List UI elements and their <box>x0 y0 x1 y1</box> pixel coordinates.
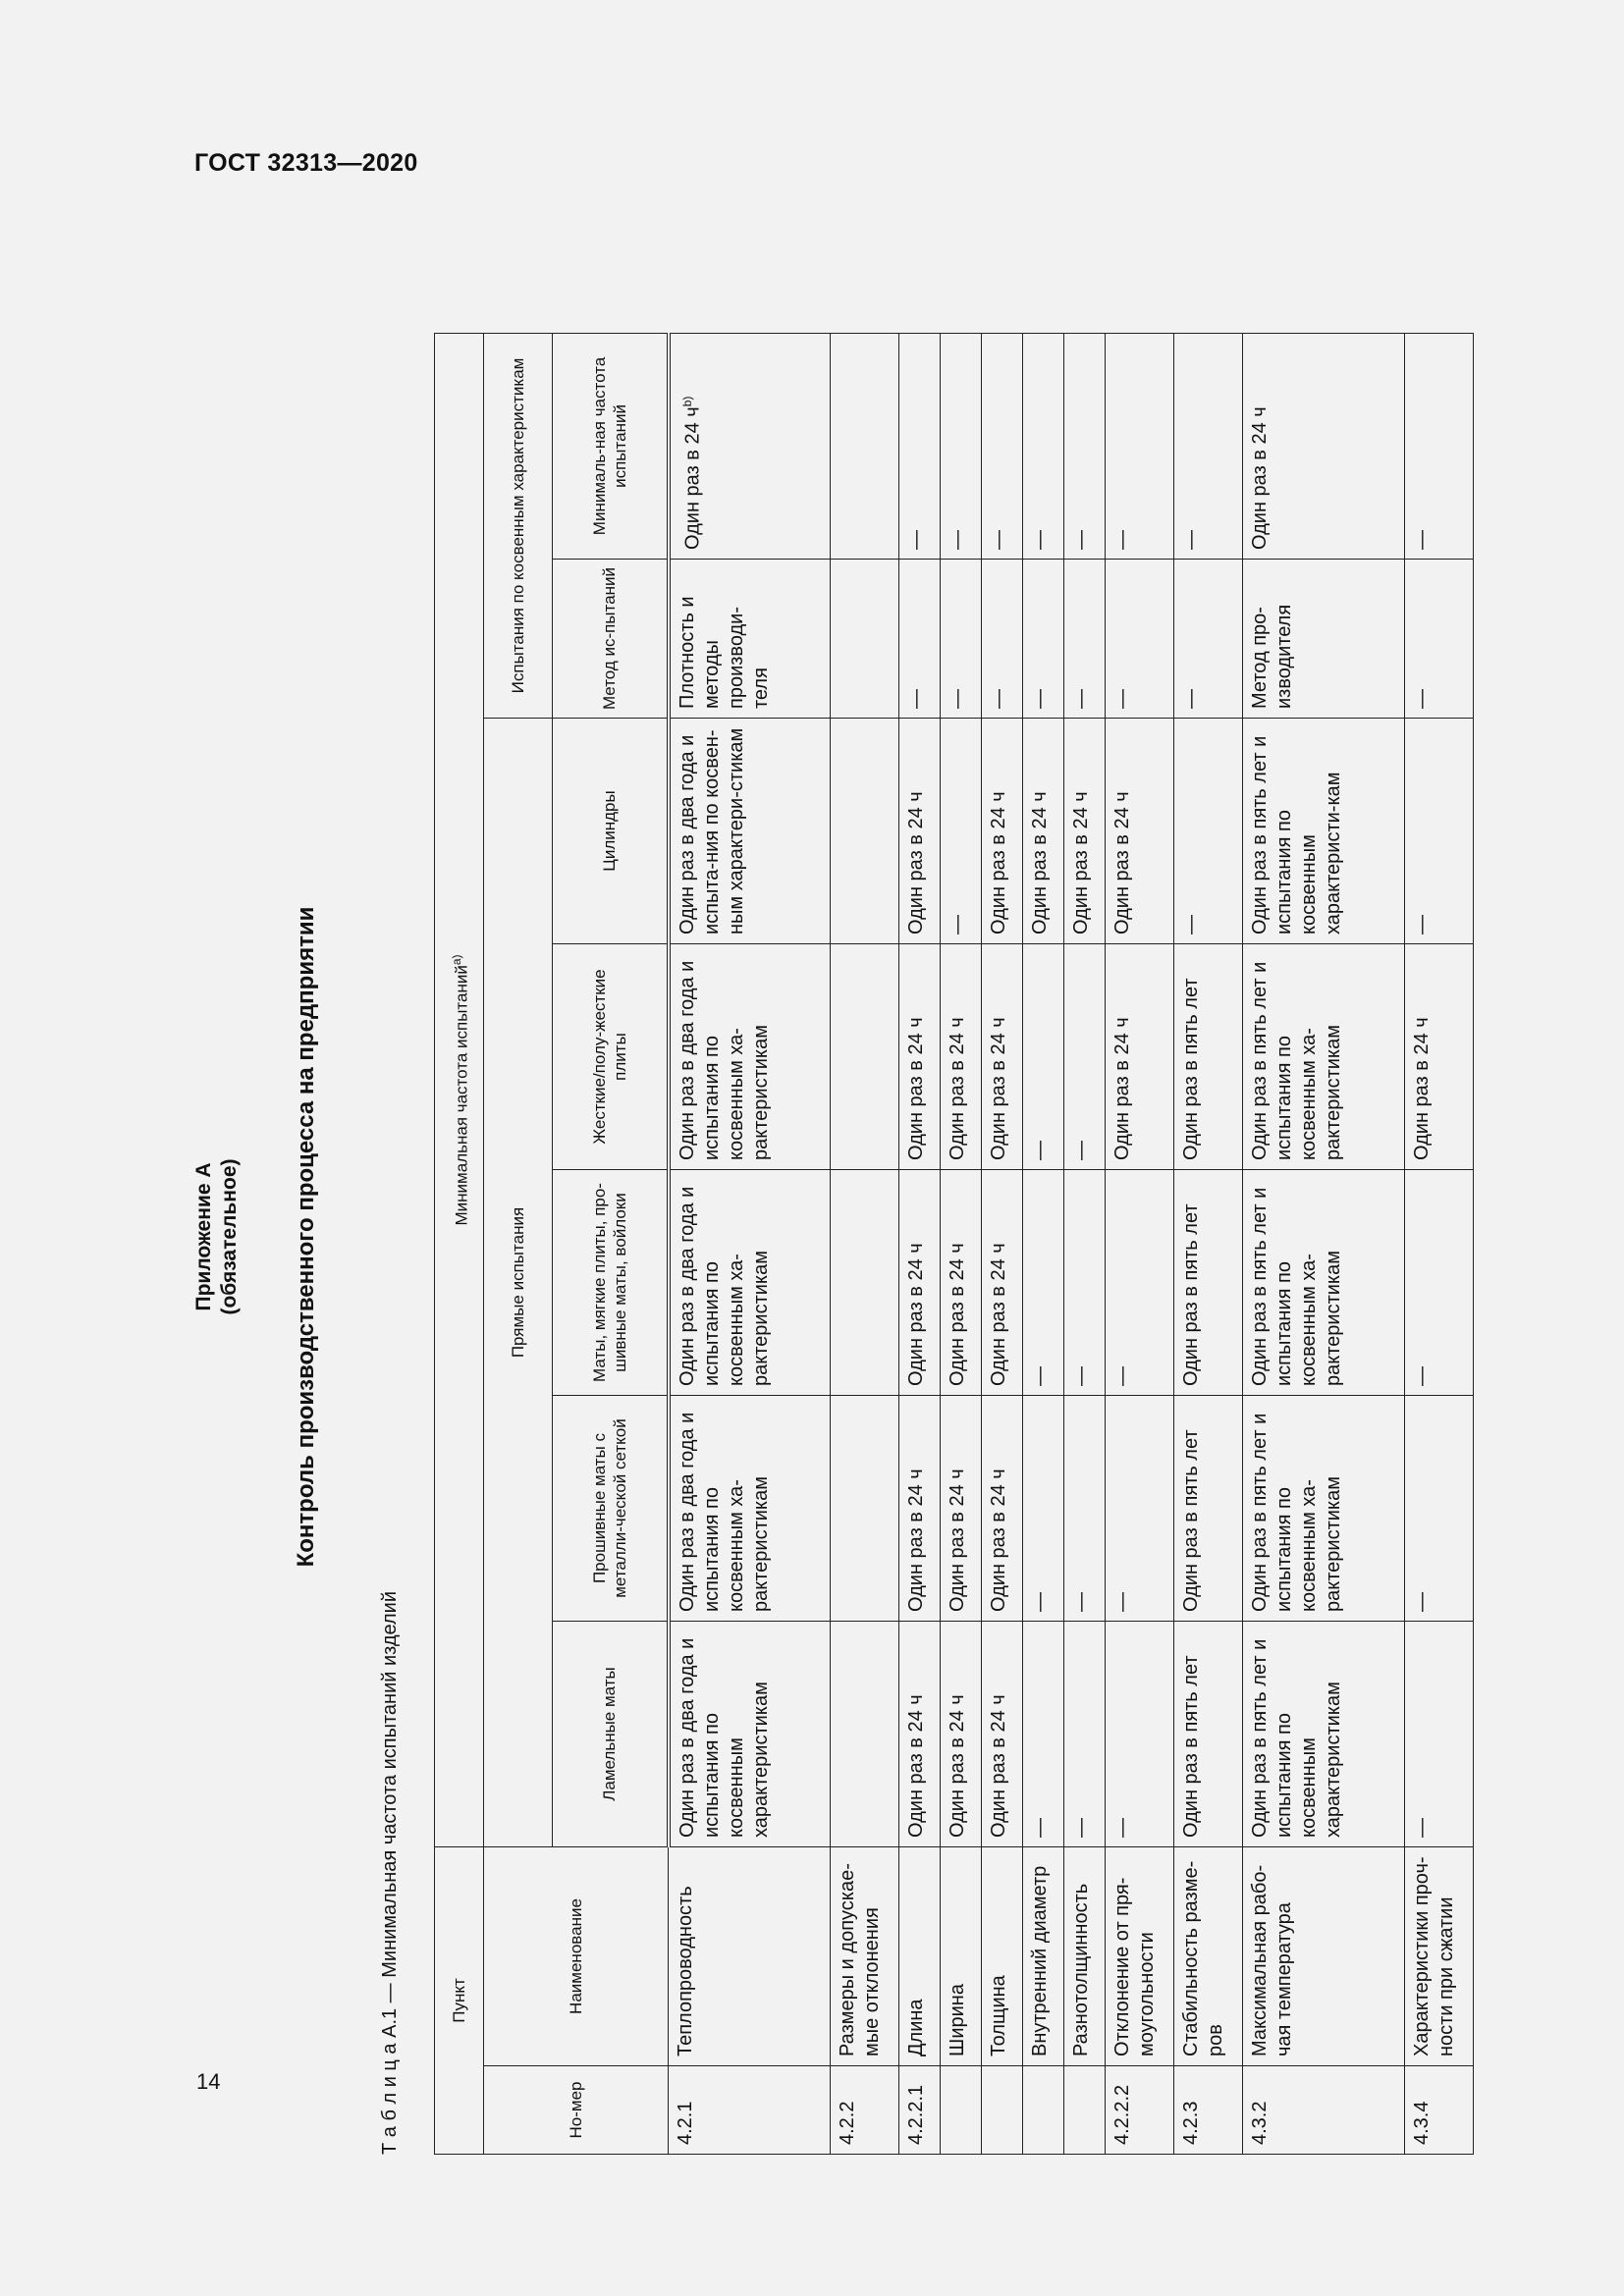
section-title: Контроль производственного процесса на предприятии <box>293 906 319 1568</box>
cell-min-freq <box>669 333 831 559</box>
row-number <box>982 2066 1023 2155</box>
annex-title: Приложение А <box>192 1162 215 1311</box>
row-number: 4.2.2 <box>831 2066 899 2155</box>
table-row <box>1106 333 1174 2154</box>
header-rigid: Жесткие/полу-жесткие плиты <box>553 944 669 1170</box>
annex-status: (обязательное) <box>218 1158 241 1315</box>
header-name: Наименование <box>484 1847 669 2066</box>
header-min-freq-indirect: Минималь-ная частота испытаний <box>553 333 669 559</box>
cell-min-freq: — <box>941 333 982 559</box>
cell-cylinders: Один раз в 24 ч <box>982 719 1023 944</box>
row-number: 4.2.1 <box>669 2066 831 2155</box>
cell-stitched: Один раз в пять лет <box>1174 1396 1243 1622</box>
cell-lamella: Один раз в 24 ч <box>941 1622 982 1847</box>
row-name: Размеры и допускае-мые отклонения <box>831 1847 899 2066</box>
row-name: Теплопроводность <box>669 1847 831 2066</box>
cell-mats: Один раз в пять лет <box>1174 1170 1243 1396</box>
cell-cylinders: Один раз в 24 ч <box>899 719 941 944</box>
row-name: Разнотолщинность <box>1064 1847 1106 2066</box>
cell-method: — <box>1405 560 1474 719</box>
cell-mats: Один раз в два года и испытания по косвенным ха-рактеристикам <box>669 1170 831 1396</box>
cell-method: — <box>941 560 982 719</box>
row-name: Максимальная рабо-чая температура <box>1243 1847 1405 2066</box>
cell-lamella: Один раз в 24 ч <box>982 1622 1023 1847</box>
cell-method: — <box>1174 560 1243 719</box>
cell-rigid: Один раз в пять лет <box>1174 944 1243 1170</box>
header-mats: Маты, мягкие плиты, про-шивные маты, войлоки <box>553 1170 669 1396</box>
cell-rigid: Один раз в пять лет и испытания по косвенным ха-рактеристикам <box>1243 944 1405 1170</box>
cell-stitched: — <box>1023 1396 1064 1622</box>
table-caption: Т а б л и ц а А.1 — Минимальная частота испытаний изделий <box>379 1590 401 2155</box>
footnote-a-ref: а) <box>449 954 463 966</box>
cell-min-freq <box>831 333 899 559</box>
row-number <box>1023 2066 1064 2155</box>
cell-stitched: — <box>1064 1396 1106 1622</box>
row-name: Внутренний диаметр <box>1023 1847 1064 2066</box>
row-number <box>941 2066 982 2155</box>
table-row <box>669 333 831 2154</box>
cell-lamella: — <box>1405 1622 1474 1847</box>
cell-stitched: Один раз в 24 ч <box>941 1396 982 1622</box>
header-number: Но-мер <box>484 2066 669 2155</box>
row-name: Стабильность разме-ров <box>1174 1847 1243 2066</box>
table-row <box>1023 333 1064 2154</box>
annex-heading <box>191 294 243 2179</box>
cell-lamella: Один раз в пять лет <box>1174 1622 1243 1847</box>
cell-cylinders: — <box>941 719 982 944</box>
cell-cylinders <box>831 719 899 944</box>
document-code: ГОСТ 32313—2020 <box>194 149 418 177</box>
cell-method: — <box>982 560 1023 719</box>
cell-method: — <box>1023 560 1064 719</box>
cell-lamella: — <box>1064 1622 1106 1847</box>
cell-rigid: Один раз в 24 ч <box>982 944 1023 1170</box>
cell-rigid: Один раз в 24 ч <box>1106 944 1174 1170</box>
cell-stitched: — <box>1106 1396 1174 1622</box>
header-indirect: Испытания по косвенным характеристикам <box>484 333 553 718</box>
row-number: 4.2.2.2 <box>1106 2066 1174 2155</box>
cell-cylinders: — <box>1405 719 1474 944</box>
cell-mats: Один раз в 24 ч <box>941 1170 982 1396</box>
cell-method: — <box>1106 560 1174 719</box>
cell-mats: Один раз в пять лет и испытания по косвенным ха-рактеристикам <box>1243 1170 1405 1396</box>
rotated-content <box>0 294 1492 2179</box>
cell-rigid: Один раз в 24 ч <box>1405 944 1474 1170</box>
header-min-freq <box>435 333 484 1846</box>
header-cylinders: Цилиндры <box>553 719 669 944</box>
cell-lamella: Один раз в два года и испытания по косвенным характеристикам <box>669 1622 831 1847</box>
cell-stitched: — <box>1405 1396 1474 1622</box>
cell-mats <box>831 1170 899 1396</box>
page-number: 14 <box>196 2069 221 2094</box>
cell-cylinders: Один раз в 24 ч <box>1106 719 1174 944</box>
row-name: Ширина <box>941 1847 982 2066</box>
cell-min-freq: — <box>899 333 941 559</box>
row-number: 4.3.2 <box>1243 2066 1405 2155</box>
cell-mats: — <box>1106 1170 1174 1396</box>
cell-lamella: Один раз в 24 ч <box>899 1622 941 1847</box>
row-name: Длина <box>899 1847 941 2066</box>
header-stitched: Прошивные маты с металли-ческой сеткой <box>553 1396 669 1622</box>
cell-min-freq: — <box>1174 333 1243 559</box>
frequency-table <box>434 333 1474 2155</box>
cell-min-freq: Один раз в 24 ч <box>1243 333 1405 559</box>
cell-min-freq: — <box>1405 333 1474 559</box>
cell-stitched: Один раз в 24 ч <box>899 1396 941 1622</box>
cell-method: Метод про-изводителя <box>1243 560 1405 719</box>
cell-lamella: — <box>1023 1622 1064 1847</box>
cell-rigid: — <box>1023 944 1064 1170</box>
table-row <box>831 333 899 2154</box>
cell-min-freq: — <box>1106 333 1174 559</box>
table-row <box>1405 333 1474 2154</box>
cell-cylinders: Один раз в 24 ч <box>1064 719 1106 944</box>
footnote-b-ref: b) <box>679 396 694 407</box>
table-row <box>941 333 982 2154</box>
cell-min-freq: — <box>982 333 1023 559</box>
cell-cylinders: — <box>1174 719 1243 944</box>
cell-stitched <box>831 1396 899 1622</box>
cell-method: — <box>1064 560 1106 719</box>
header-lamella: Ламельные маты <box>553 1622 669 1847</box>
header-punkt: Пункт <box>435 1847 484 2155</box>
cell-cylinders: Один раз в 24 ч <box>1023 719 1064 944</box>
cell-min-freq: — <box>1064 333 1106 559</box>
row-number <box>1064 2066 1106 2155</box>
table-row <box>982 333 1023 2154</box>
cell-stitched: Один раз в 24 ч <box>982 1396 1023 1622</box>
cell-lamella: Один раз в пять лет и испытания по косвенным характеристикам <box>1243 1622 1405 1847</box>
cell-rigid <box>831 944 899 1170</box>
cell-mats: — <box>1405 1170 1474 1396</box>
cell-rigid: Один раз в два года и испытания по косвенным ха-рактеристикам <box>669 944 831 1170</box>
cell-method: — <box>899 560 941 719</box>
row-number: 4.2.3 <box>1174 2066 1243 2155</box>
cell-lamella <box>831 1622 899 1847</box>
table-row <box>899 333 941 2154</box>
cell-method: Плотность и методы производи-теля <box>669 560 831 719</box>
cell-min-freq: — <box>1023 333 1064 559</box>
cell-rigid: Один раз в 24 ч <box>941 944 982 1170</box>
row-name: Толщина <box>982 1847 1023 2066</box>
cell-method <box>831 560 899 719</box>
cell-mats: Один раз в 24 ч <box>982 1170 1023 1396</box>
cell-mats: — <box>1023 1170 1064 1396</box>
cell-min-freq-text: Один раз в 24 ч <box>681 406 704 550</box>
header-method: Метод ис-пытаний <box>553 560 669 719</box>
cell-rigid: — <box>1064 944 1106 1170</box>
cell-cylinders: Один раз в два года и испыта-ния по косвен-ным характери-стикам <box>669 719 831 944</box>
table-row <box>1243 333 1405 2154</box>
header-min-freq-text: Минимальная частота испытаний <box>452 965 471 1226</box>
cell-stitched: Один раз в два года и испытания по косвенным ха-рактеристикам <box>669 1396 831 1622</box>
header-direct: Прямые испытания <box>484 719 553 1847</box>
row-number: 4.2.2.1 <box>899 2066 941 2155</box>
cell-mats: Один раз в 24 ч <box>899 1170 941 1396</box>
cell-lamella: — <box>1106 1622 1174 1847</box>
row-name: Характеристики проч-ности при сжатии <box>1405 1847 1474 2066</box>
row-number: 4.3.4 <box>1405 2066 1474 2155</box>
table-row <box>1174 333 1243 2154</box>
cell-rigid: Один раз в 24 ч <box>899 944 941 1170</box>
cell-stitched: Один раз в пять лет и испытания по косвенным ха-рактеристикам <box>1243 1396 1405 1622</box>
row-name: Отклонение от пря-моугольности <box>1106 1847 1174 2066</box>
cell-mats: — <box>1064 1170 1106 1396</box>
cell-cylinders: Один раз в пять лет и испытания по косвенным характеристи-кам <box>1243 719 1405 944</box>
table-row <box>1064 333 1106 2154</box>
